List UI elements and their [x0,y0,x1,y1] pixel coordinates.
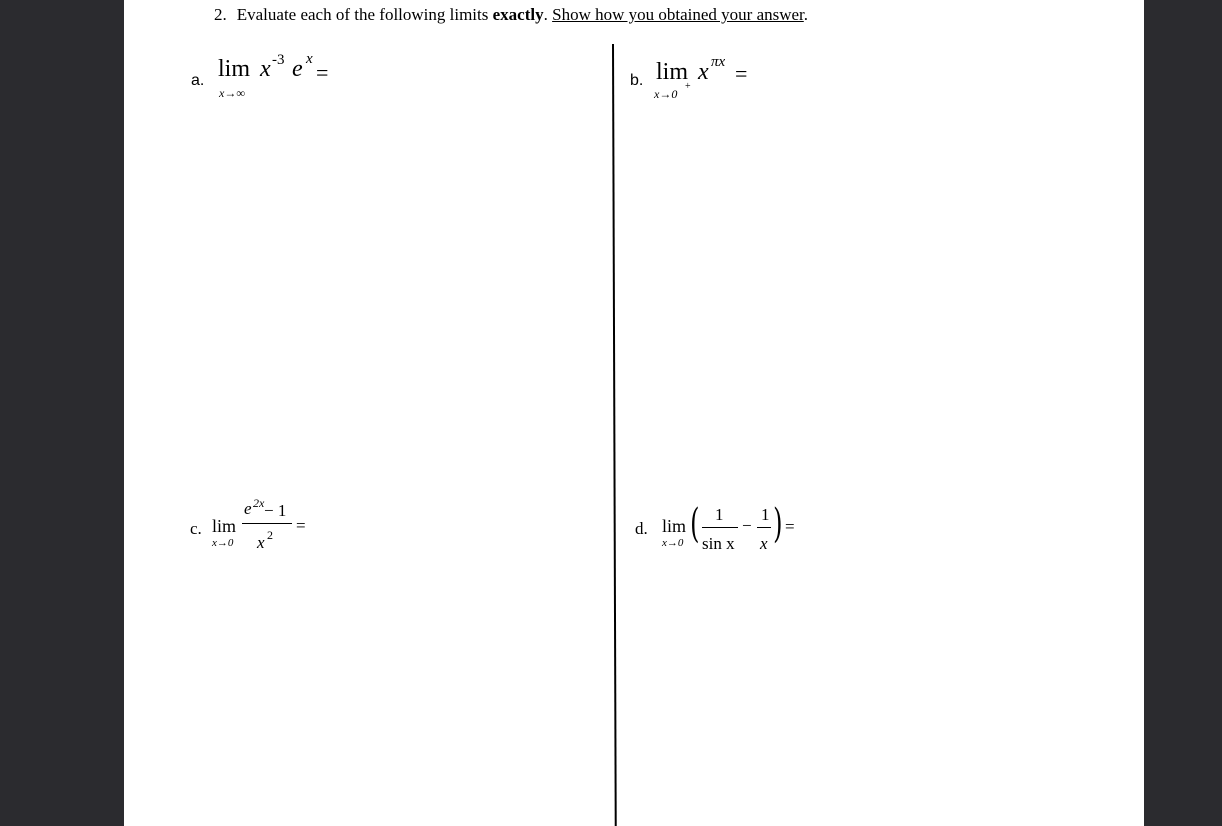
problem-c-denominator-x: x [257,533,265,552]
heading-underlined-text: Show how you obtained your answer [552,5,804,24]
problem-d-frac2-bar [757,527,771,528]
problem-b-exponent: πx [711,54,726,70]
problem-d-subscript: x→0 [662,537,684,549]
problem-d-equals: = [785,517,795,536]
heading-period: . [543,5,553,24]
heading-bold-text: exactly [492,5,544,24]
problem-a-equals: = [316,60,329,85]
problem-c-numerator-exponent: 2x [253,496,265,510]
problem-d-minus: − [742,516,752,535]
problem-a-lim: lim [218,56,251,82]
question-number: 2. [214,5,227,24]
problem-b-subscript-plus: + [685,81,691,92]
problem-d-right-paren: ) [773,501,783,547]
problem-a-exponent: -3 [272,52,285,68]
heading-text: Evaluate each of the following limits [236,5,493,24]
problem-b-equals: = [735,61,748,86]
problem-d-left-paren: ( [690,501,700,547]
problem-b-subscript: x→0 [654,87,678,101]
problem-c-numerator-rest: − 1 [264,501,287,520]
problem-c-numerator-e: e [244,499,252,518]
problem-c-lim: lim [212,516,237,536]
problem-b-label: b. [630,72,644,89]
problem-d-frac2-denominator: x [760,534,768,553]
problem-c-fraction-bar [242,523,292,524]
problem-c-denominator-exponent: 2 [267,528,273,542]
question-heading [214,5,808,25]
problem-c-subscript: x→0 [212,537,234,549]
problem-b-lim: lim [656,59,689,85]
problem-d-frac2-numerator: 1 [761,505,770,524]
problem-d-frac1-bar [702,527,738,528]
problem-a-label: a. [191,72,205,89]
problem-d-frac1-numerator: 1 [715,505,724,524]
heading-end: . [803,5,809,24]
problem-a-subscript: x→∞ [219,86,245,100]
problem-d-label: d. [635,519,648,538]
problem-a-e-exponent: x [306,51,313,67]
problem-a-base: x [260,56,271,82]
problem-c-label: c. [190,519,202,538]
problem-d-frac1-denominator: sin x [702,534,735,553]
problem-c-equals: = [296,516,306,535]
problem-a-e: e [292,56,303,82]
column-divider [612,44,617,826]
document-page [124,0,1144,826]
problem-d-lim: lim [662,516,687,536]
problem-b-base: x [698,59,709,85]
